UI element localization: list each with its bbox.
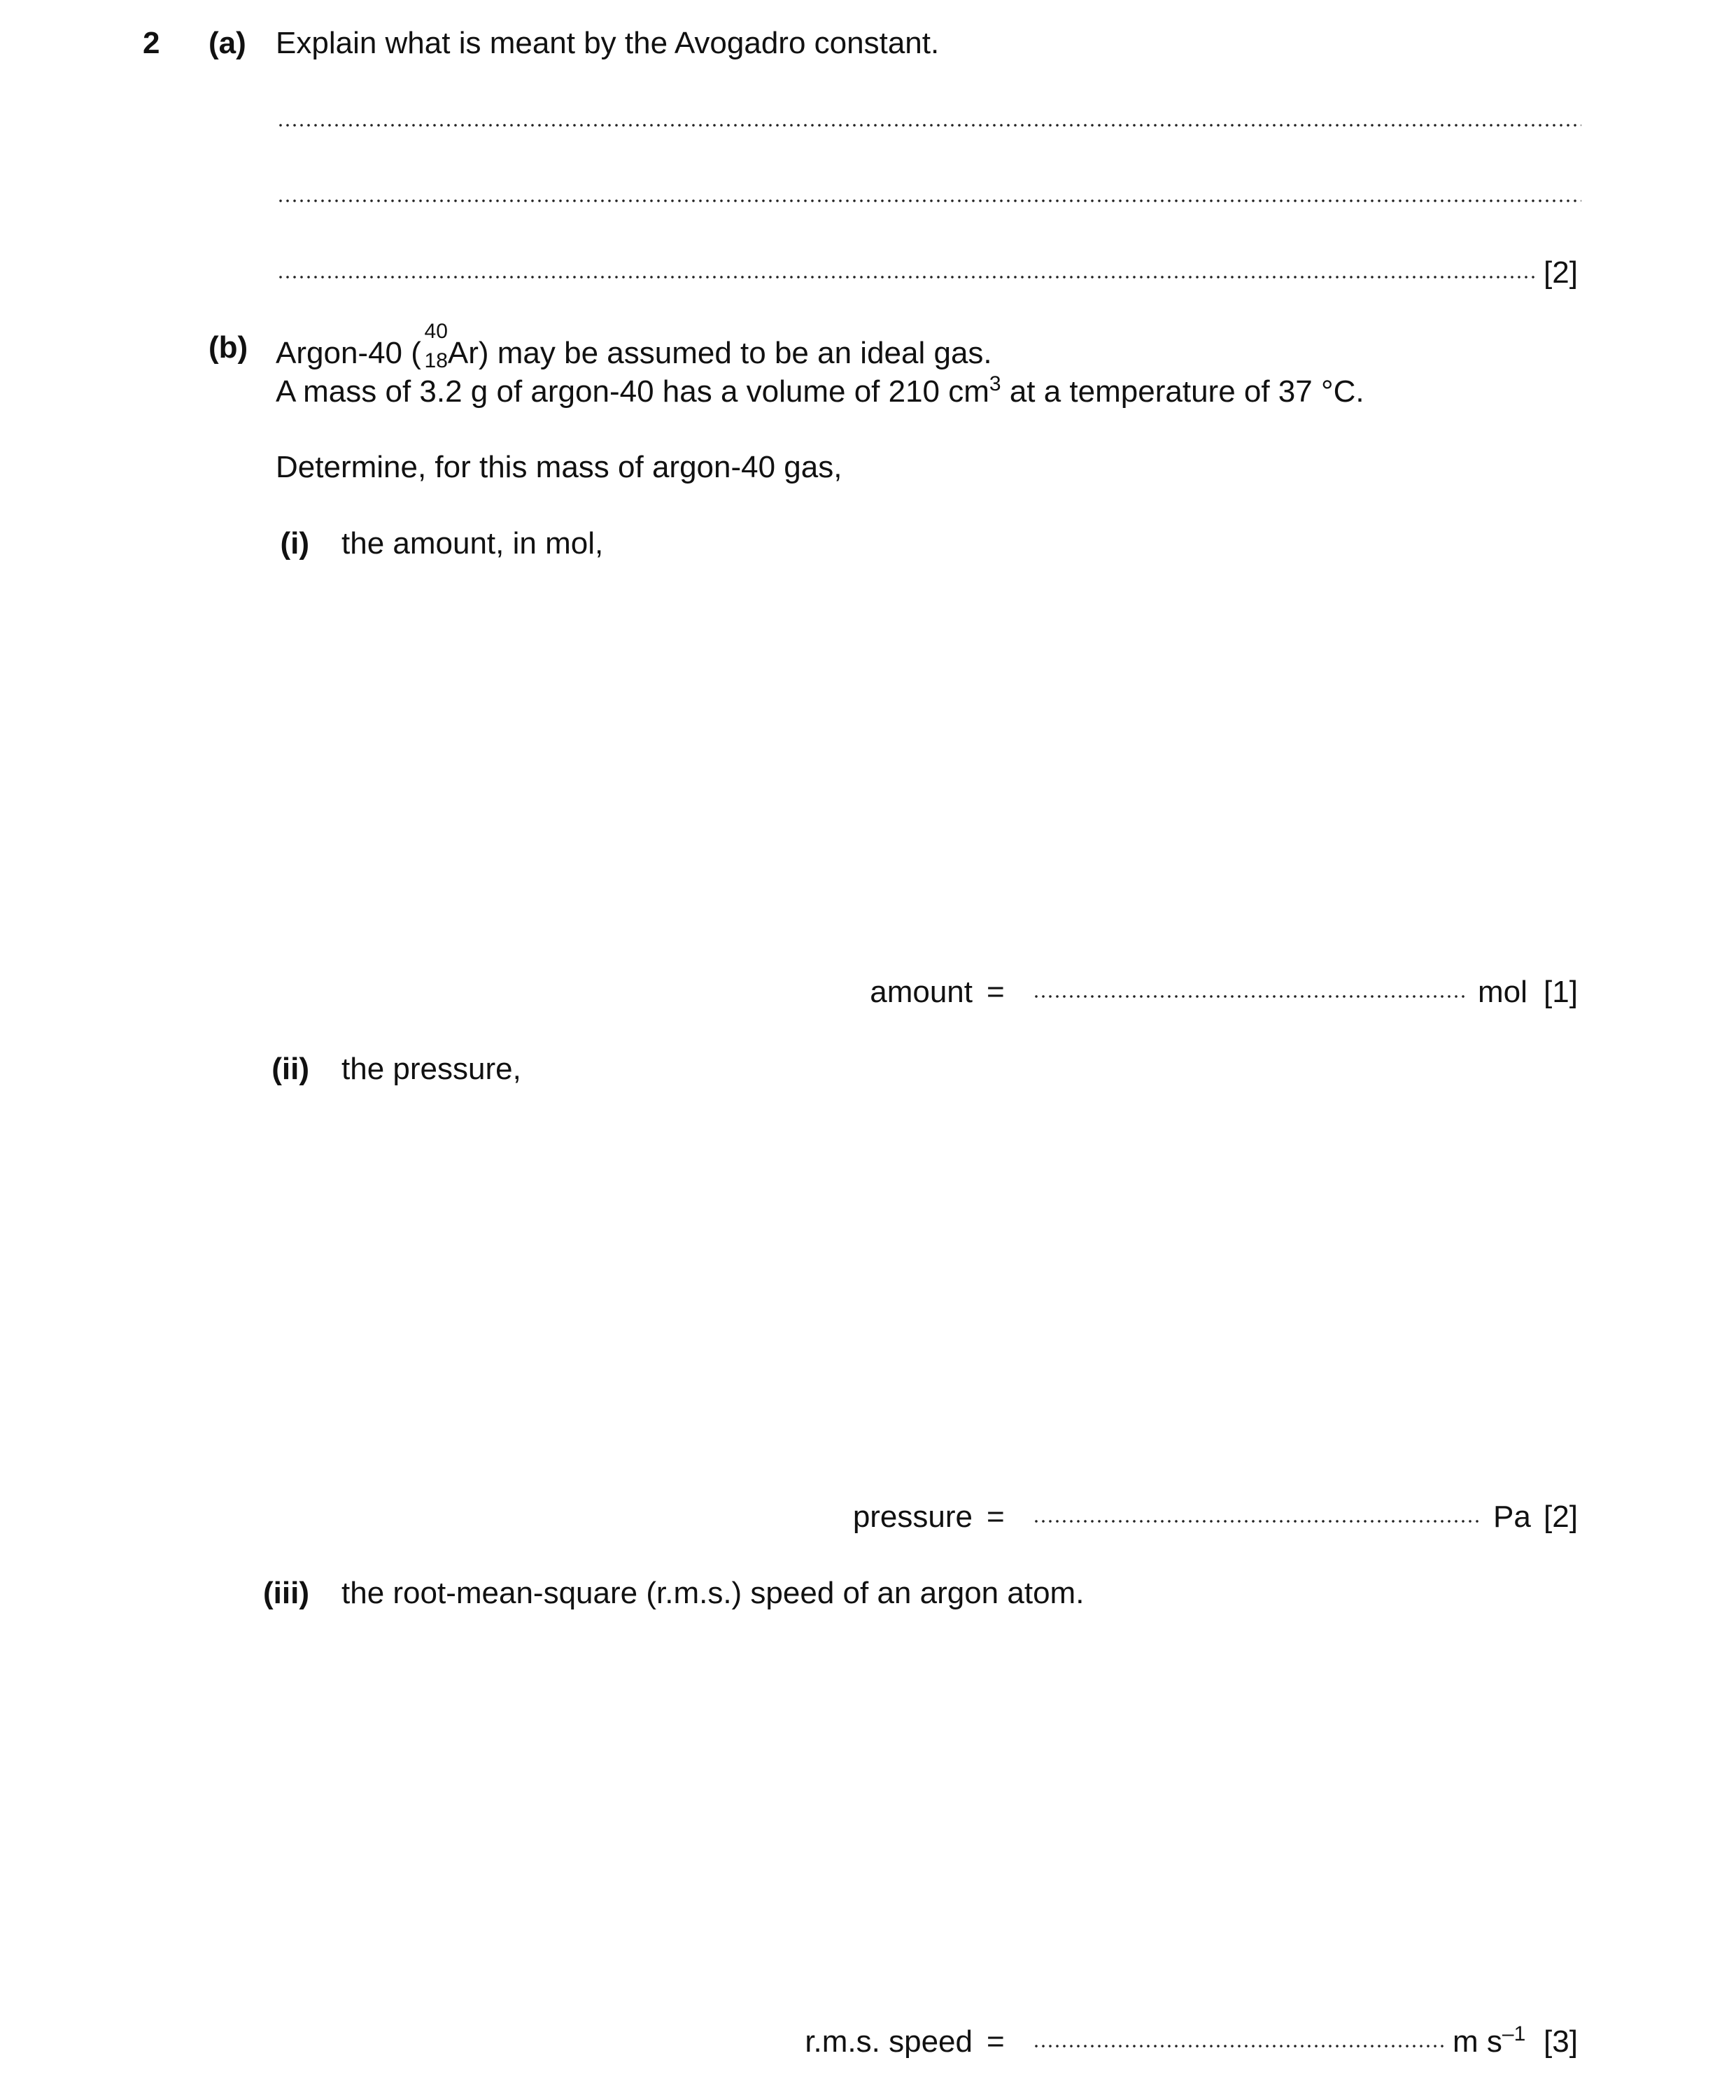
sub-iii-marks: [3] [1544,2024,1578,2059]
part-b-label: (b) [209,330,248,365]
isotope-atomic-number: 18 [424,349,448,372]
sub-iii-label: (iii) [263,1576,309,1610]
sub-i-marks: [1] [1544,975,1578,1009]
pressure-unit: Pa [1493,1500,1531,1534]
part-a-prompt: Explain what is meant by the Avogadro constant. [276,26,940,60]
amount-equals: = [987,975,1005,1009]
sub-ii-label: (ii) [271,1052,309,1086]
part-a-marks: [2] [1544,255,1578,290]
answer-line-1[interactable] [277,123,1581,127]
part-a-label: (a) [209,26,246,60]
amount-unit: mol [1478,975,1527,1009]
pressure-answer-label: pressure [852,1500,973,1534]
answer-line-2[interactable] [277,199,1581,203]
sub-ii-prompt: the pressure, [341,1052,521,1086]
sub-ii-marks: [2] [1544,1500,1578,1534]
part-b-determine: Determine, for this mass of argon-40 gas, [276,450,842,484]
sub-i-prompt: the amount, in mol, [341,526,604,561]
intro-text-symbol: Ar) may be assumed to be an ideal gas. [447,336,992,370]
volume-unit-power: 3 [989,372,1001,395]
answer-line-3[interactable] [277,275,1537,279]
rms-unit-power: –1 [1502,2022,1526,2045]
part-b-data-line [276,372,1364,409]
isotope-mass-number: 40 [424,320,448,343]
intro-text-before: Argon-40 ( [276,336,421,370]
data-line-after: at a temperature of 37 °C. [1001,374,1364,409]
rms-speed-equals: = [987,2024,1005,2059]
pressure-answer-field[interactable] [1033,1519,1482,1523]
amount-answer-field[interactable] [1033,994,1467,999]
sub-i-label: (i) [280,526,309,561]
rms-speed-answer-label: r.m.s. speed [805,2024,973,2059]
question-number: 2 [143,26,160,60]
rms-unit-base: m s [1453,2024,1502,2059]
sub-iii-prompt: the root-mean-square (r.m.s.) speed of an argon atom. [341,1576,1085,1610]
isotope-notation [421,320,448,372]
rms-speed-answer-field[interactable] [1033,2044,1446,2048]
rms-speed-unit [1453,2022,1526,2059]
amount-answer-label: amount [870,975,973,1009]
part-b-intro [276,320,992,372]
data-line-before: A mass of 3.2 g of argon-40 has a volume of 210 cm [276,374,989,409]
pressure-equals: = [987,1500,1005,1534]
